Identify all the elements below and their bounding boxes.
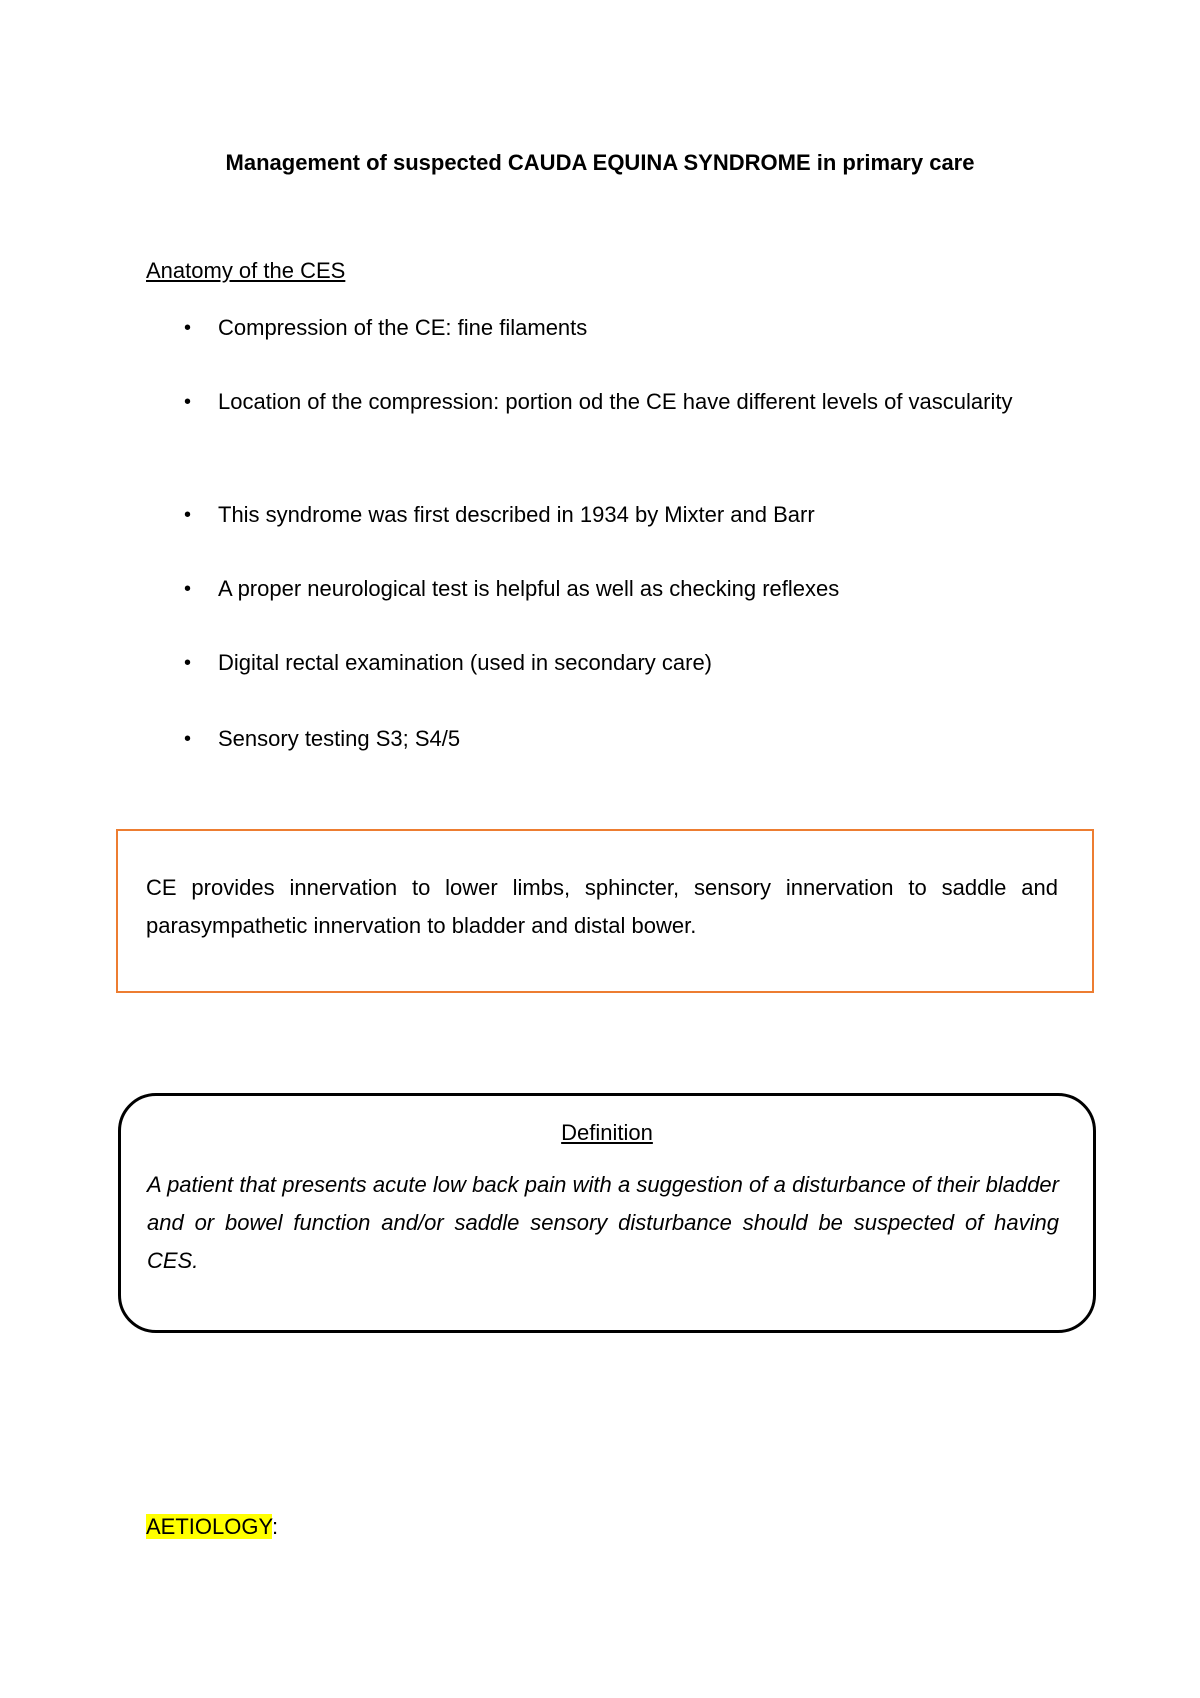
bullet-icon: • (184, 652, 192, 674)
definition-text: A patient that presents acute low back pain with a suggestion of a disturbance of their bladder and or bowel function and/or saddle sensory disturbance should be suspected of having CES. (147, 1172, 1059, 1273)
aetiology-colon: : (271, 1514, 279, 1539)
aetiology-heading (146, 1514, 278, 1540)
definition-heading: Definition (561, 1120, 653, 1145)
list-item-text: Compression of the CE: fine filaments (218, 315, 588, 340)
list-item-text: Digital rectal examination (used in secondary care) (218, 650, 713, 675)
bullet-icon: • (184, 504, 192, 526)
anatomy-heading: Anatomy of the CES (146, 258, 346, 283)
definition-box (118, 1093, 1096, 1333)
list-item-text: A proper neurological test is helpful as well as checking reflexes (218, 576, 840, 601)
innervation-box (116, 829, 1094, 993)
bullet-icon: • (184, 728, 192, 750)
innervation-text: CE provides innervation to lower limbs, sphincter, sensory innervation to saddle and parasympathetic innervation to bladder and distal bower. (146, 875, 1058, 938)
list-item-text: Sensory testing S3; S4/5 (218, 726, 461, 751)
list-item-text: This syndrome was first described in 1934 by Mixter and Barr (218, 502, 815, 527)
bullet-icon: • (184, 578, 192, 600)
aetiology-label: AETIOLOGY (146, 1514, 272, 1539)
document-title: Management of suspected CAUDA EQUINA SYNDROME in primary care (225, 150, 975, 175)
bullet-icon: • (184, 317, 192, 339)
bullet-icon: • (184, 391, 192, 413)
list-item-text: Location of the compression: portion od the CE have different levels of vascularity (218, 389, 1013, 414)
